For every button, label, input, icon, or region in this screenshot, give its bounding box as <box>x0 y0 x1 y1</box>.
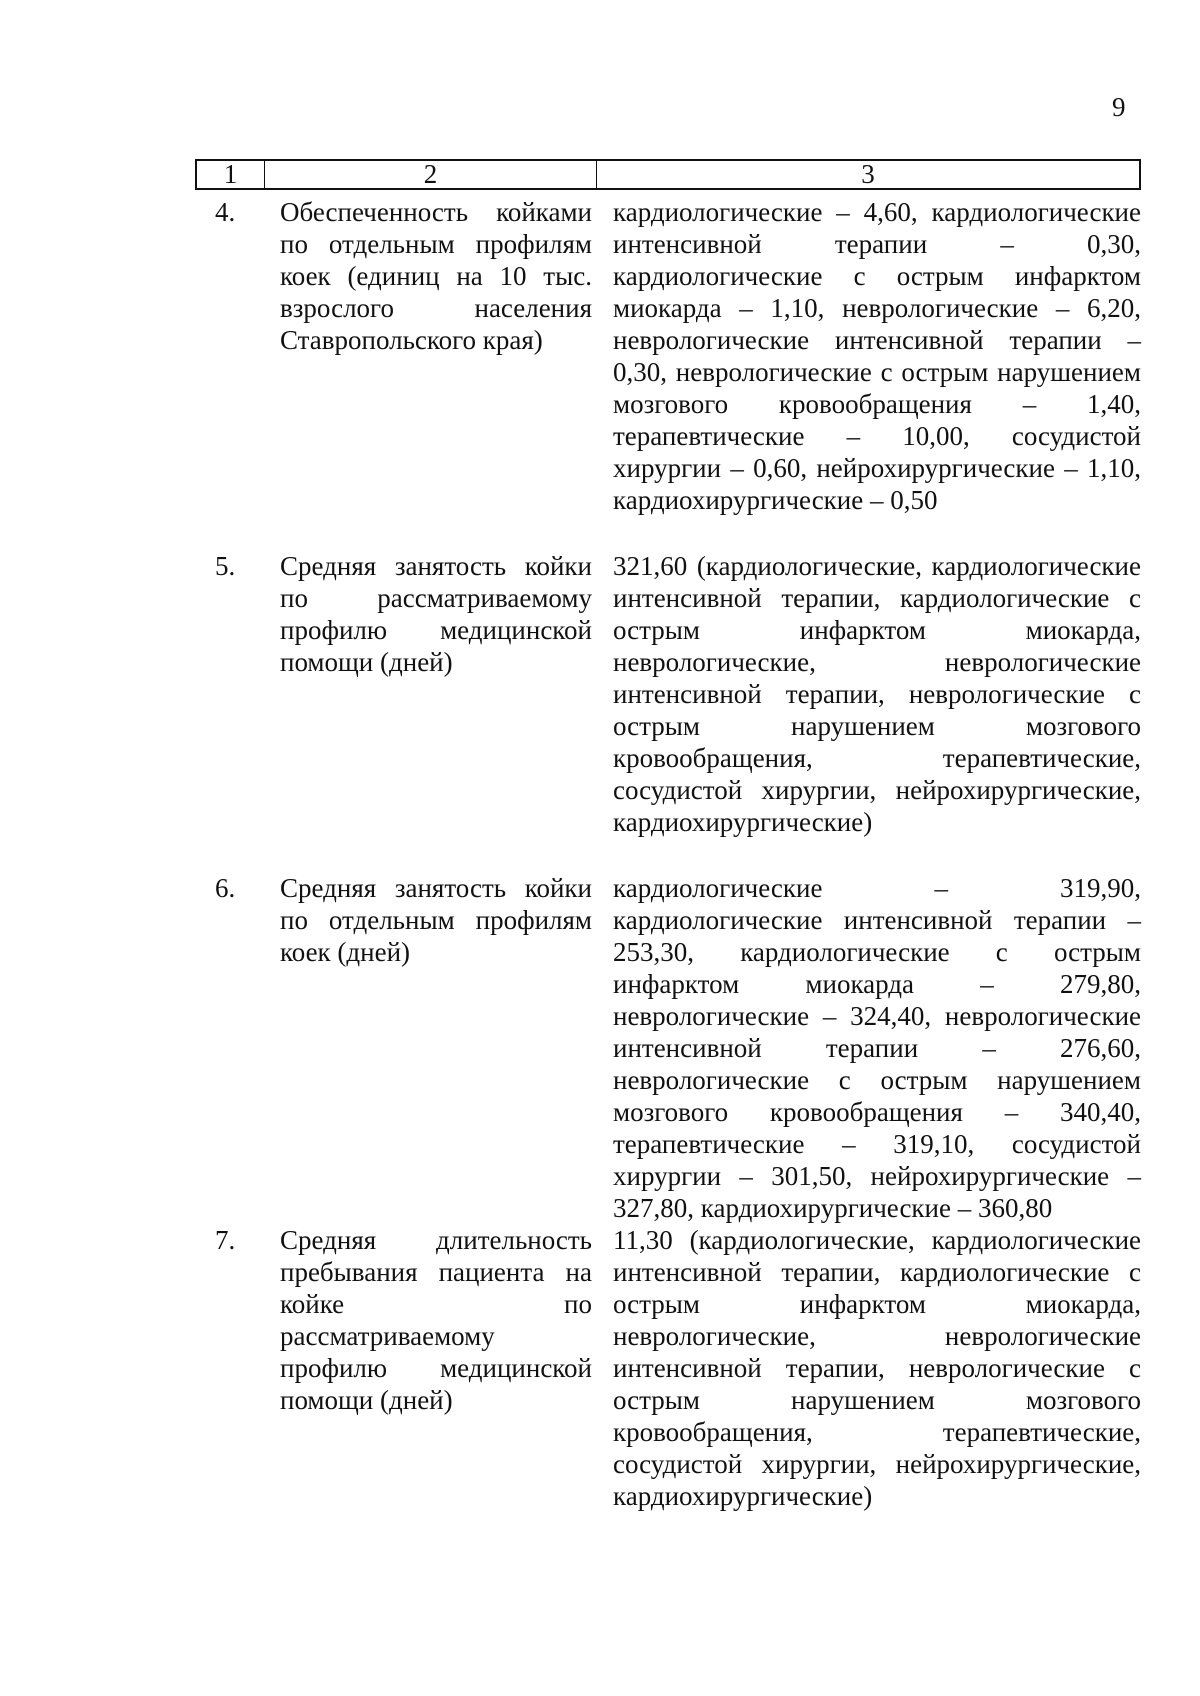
column-header-1: 1 <box>197 161 265 188</box>
indicator-value: 321,60 (кардиологические, кардиологические интенсивной терапии, кардиологические с острым инфарктом миокарда, неврологические, неврологические интенсивной терапии, неврологические с острым нарушением мозгового кровообращения, терапевтические, сосудистой хирургии, нейрохирургические, кардиохирургические) <box>613 551 1141 837</box>
indicator-value: 11,30 (кардиологические, кардиологические интенсивной терапии, кардиологические с острым инфарктом миокарда, неврологические, неврологические интенсивной терапии, неврологические с острым нарушением мозгового кровообращения, терапевтические, сосудистой хирургии, нейрохирургические, кардиохирургические) <box>613 1225 1141 1511</box>
column-header-2: 2 <box>265 161 597 188</box>
row-number: 6. <box>215 873 236 903</box>
indicator-name: Средняя занятость койки по рассматриваемому профилю медицинской помощи (дней) <box>280 551 592 677</box>
indicator-value: кардиологические – 4,60, кардиологические интенсивной терапии – 0,30, кардиологические с острым инфарктом миокарда – 1,10, неврологические – 6,20, неврологические интенсивной терапии – 0,30, неврологические с острым нарушением мозгового кровообращения – 1,40, терапевтические – 10,00, сосудистой хирургии – 0,60, нейрохирургические – 1,10, кардиохирургические – 0,50 <box>613 197 1141 515</box>
indicator-value: кардиологические – 319,90, кардиологические интенсивной терапии – 253,30, кардиологические с острым инфарктом миокарда – 279,80, неврологические – 324,40, неврологические интенсивной терапии – 276,60, неврологические с острым нарушением мозгового кровообращения – 340,40, терапевтические – 319,10, сосудистой хирургии – 301,50, нейрохирургические – 327,80, кардиохирургические – 360,80 <box>613 873 1141 1223</box>
page-number: 9 <box>1112 92 1126 122</box>
indicator-name: Обеспеченность койками по отдельным профилям коек (единиц на 10 тыс. взрослого населения Ставропольского края) <box>280 197 592 355</box>
indicator-name: Средняя занятость койки по отдельным профилям коек (дней) <box>280 873 592 967</box>
table-header-row <box>195 159 1141 190</box>
row-number: 7. <box>215 1225 236 1255</box>
row-number: 4. <box>215 197 236 227</box>
row-number: 5. <box>215 551 236 581</box>
indicator-name: Средняя длительность пребывания пациента на койке по рассматриваемому профилю медицинской помощи (дней) <box>280 1225 592 1415</box>
column-header-3: 3 <box>861 159 875 189</box>
